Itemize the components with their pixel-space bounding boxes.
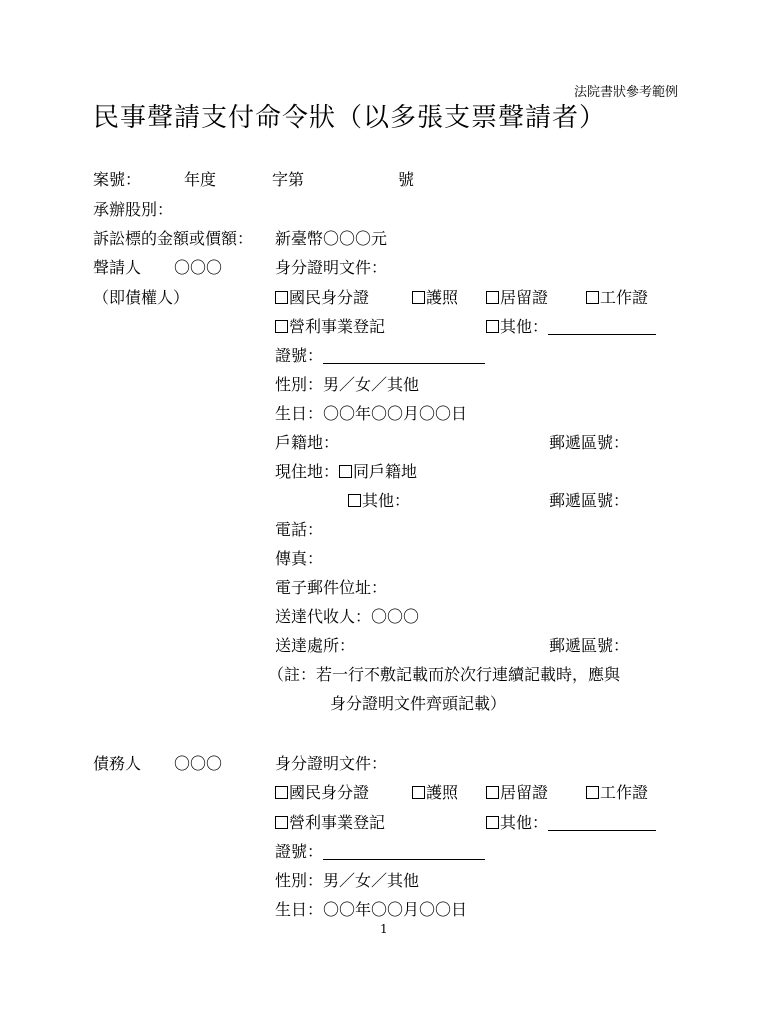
- applicant-current-other[interactable]: 其他：: [348, 493, 410, 509]
- debtor-id-number-line[interactable]: [323, 845, 485, 860]
- checkbox-icon[interactable]: [275, 816, 288, 829]
- division-label: 承辦股別：: [93, 200, 174, 219]
- checkbox-icon[interactable]: [486, 320, 499, 333]
- case-number-label: 案號：: [93, 170, 142, 189]
- applicant-id-number-line[interactable]: [323, 349, 485, 364]
- debtor-opt-work[interactable]: 工作證: [586, 785, 648, 801]
- document-title: 民事聲請支付命令狀（以多張支票聲請者）: [93, 103, 607, 133]
- applicant-other-input-line[interactable]: [548, 320, 656, 335]
- checkbox-icon[interactable]: [275, 291, 288, 304]
- checkbox-icon[interactable]: [586, 291, 599, 304]
- applicant-email: 電子郵件位址：: [275, 578, 388, 597]
- debtor-opt-passport[interactable]: 護照: [412, 785, 458, 801]
- amount-value: 新臺幣〇〇〇元: [275, 229, 388, 248]
- debtor-opt-residence[interactable]: 居留證: [486, 785, 548, 801]
- checkbox-icon[interactable]: [486, 816, 499, 829]
- applicant-name: 〇〇〇: [174, 258, 223, 277]
- applicant-service-agent: 送達代收人：〇〇〇: [275, 607, 420, 626]
- applicant-opt-other[interactable]: 其他：: [486, 319, 656, 335]
- applicant-registered-address: 戶籍地：: [275, 433, 340, 452]
- debtor-name: 〇〇〇: [174, 754, 223, 773]
- case-word-label: 字第: [272, 170, 305, 189]
- applicant-note-line-1: （註：若一行不敷記載而於次行連續記載時，應與: [268, 665, 621, 684]
- case-no-suffix: 號: [398, 170, 415, 189]
- applicant-role: 聲請人: [93, 258, 142, 277]
- applicant-registered-postal: 郵遞區號：: [549, 433, 630, 452]
- applicant-service-postal: 郵遞區號：: [549, 636, 630, 655]
- applicant-phone: 電話：: [275, 520, 324, 539]
- applicant-opt-business[interactable]: 營利事業登記: [275, 319, 385, 335]
- applicant-opt-national-id[interactable]: 國民身分證: [275, 290, 369, 306]
- applicant-gender: 性別：男／女／其他: [275, 375, 420, 394]
- applicant-opt-residence[interactable]: 居留證: [486, 290, 548, 306]
- debtor-birthday: 生日：〇〇年〇〇月〇〇日: [275, 900, 468, 919]
- applicant-current-postal: 郵遞區號：: [549, 491, 630, 510]
- applicant-service-address: 送達處所：: [275, 636, 356, 655]
- debtor-other-input-line[interactable]: [548, 816, 656, 831]
- checkbox-icon[interactable]: [348, 494, 361, 507]
- checkbox-icon[interactable]: [486, 786, 499, 799]
- checkbox-icon[interactable]: [275, 786, 288, 799]
- debtor-id-doc-label: 身分證明文件：: [275, 754, 388, 773]
- applicant-note-line-2: 身分證明文件齊頭記載）: [330, 694, 507, 713]
- checkbox-icon[interactable]: [339, 465, 352, 478]
- debtor-id-number: 證號：: [275, 844, 485, 860]
- applicant-id-doc-label: 身分證明文件：: [275, 258, 388, 277]
- debtor-role: 債務人: [93, 754, 142, 773]
- applicant-birthday: 生日：〇〇年〇〇月〇〇日: [275, 404, 468, 423]
- debtor-opt-other[interactable]: 其他：: [486, 815, 656, 831]
- amount-label: 訴訟標的金額或價額：: [93, 229, 254, 248]
- header-note: 法院書狀參考範例: [574, 85, 679, 100]
- applicant-opt-work[interactable]: 工作證: [586, 290, 648, 306]
- checkbox-icon[interactable]: [412, 786, 425, 799]
- debtor-opt-business[interactable]: 營利事業登記: [275, 815, 385, 831]
- checkbox-icon[interactable]: [412, 291, 425, 304]
- page-number: 1: [380, 922, 388, 936]
- applicant-fax: 傳真：: [275, 549, 324, 568]
- checkbox-icon[interactable]: [586, 786, 599, 799]
- applicant-current-address: 現住地： 同戶籍地: [275, 462, 418, 481]
- applicant-id-number: 證號：: [275, 348, 485, 364]
- debtor-gender: 性別：男／女／其他: [275, 871, 420, 890]
- applicant-role-note: （即債權人）: [93, 288, 190, 307]
- applicant-opt-passport[interactable]: 護照: [412, 290, 458, 306]
- case-year-label: 年度: [184, 170, 217, 189]
- debtor-opt-national-id[interactable]: 國民身分證: [275, 785, 369, 801]
- checkbox-icon[interactable]: [275, 320, 288, 333]
- checkbox-icon[interactable]: [486, 291, 499, 304]
